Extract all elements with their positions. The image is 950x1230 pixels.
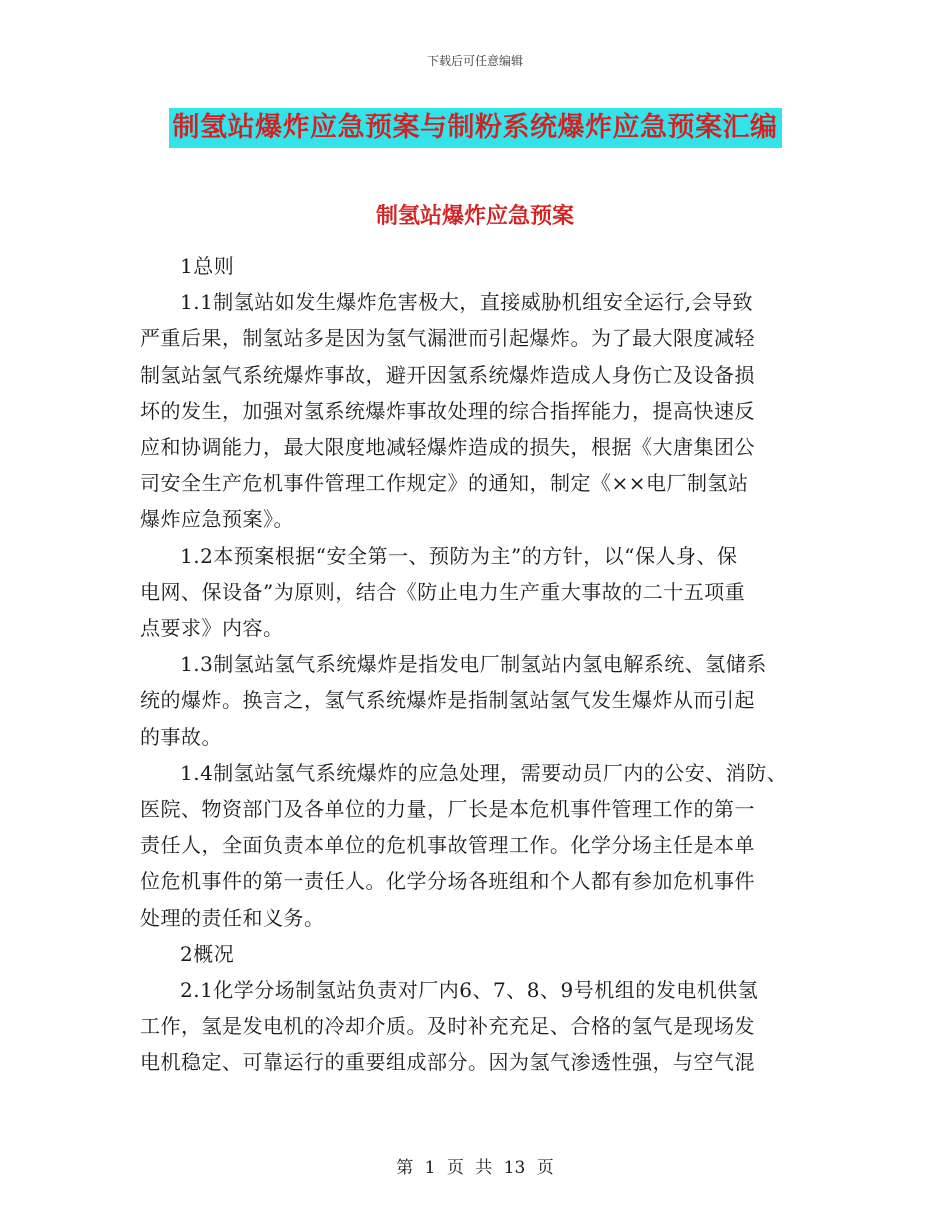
text-line: 点要求》内容。 [140, 616, 284, 641]
text-line: 严重后果，制氢站多是因为氢气漏泄而引起爆炸。为了最大限度减轻 [140, 326, 755, 351]
document-title: 制氢站爆炸应急预案与制粉系统爆炸应急预案汇编 [169, 108, 782, 148]
section-title: 制氢站爆炸应急预案 [375, 204, 574, 229]
text-line: 坏的发生，加强对氢系统爆炸事故处理的综合指挥能力，提高快速反 [140, 398, 755, 423]
page-header: 下载后可任意编辑 [426, 54, 523, 68]
text-line: 1.3制氢站氢气系统爆炸是指发电厂制氢站内氢电解系统、氢储系 [180, 652, 767, 677]
text-line: 1.4制氢站氢气系统爆炸的应急处理，需要动员厂内的公安、消防、 [180, 760, 788, 785]
text-line: 责任人，全面负责本单位的危机事故管理工作。化学分场主任是本单 [140, 833, 755, 858]
text-line: 电机稳定、可靠运行的重要组成部分。因为氢气渗透性强，与空气混 [140, 1050, 755, 1075]
page-footer: 第 1 页 共 13 页 [396, 1158, 554, 1178]
text-line: 应和协调能力，最大限度地减轻爆炸造成的损失，根据《大唐集团公 [140, 435, 755, 460]
text-line: 制氢站氢气系统爆炸事故，避开因氢系统爆炸造成人身伤亡及设备损 [140, 362, 755, 387]
text-line: 的事故。 [140, 724, 222, 749]
text-line: 2.1化学分场制氢站负责对厂内6、7、8、9号机组的发电机供氢 [180, 978, 759, 1003]
text-line: 电网、保设备”为原则，结合《防止电力生产重大事故的二十五项重 [140, 579, 746, 604]
text-line: 处理的责任和义务。 [140, 905, 325, 930]
document-title-wrapper [0, 108, 950, 148]
text-line: 1.1制氢站如发生爆炸危害极大，直接威胁机组安全运行,会导致 [180, 290, 754, 315]
text-line: 爆炸应急预案》。 [140, 507, 294, 532]
text-line: 1.2本预案根据“安全第一、预防为主”的方针，以“保人身、保 [180, 543, 738, 568]
text-line: 工作，氢是发电机的冷却介质。及时补充充足、合格的氢气是现场发 [140, 1014, 755, 1039]
text-line: 1总则 [180, 254, 235, 278]
text-line: 医院、物资部门及各单位的力量，厂长是本危机事件管理工作的第一 [140, 797, 755, 822]
body-text [140, 248, 830, 1081]
text-line: 位危机事件的第一责任人。化学分场各班组和个人都有参加危机事件 [140, 869, 755, 894]
text-line: 司安全生产危机事件管理工作规定》的通知，制定《××电厂制氢站 [140, 471, 749, 496]
text-line: 2概况 [180, 941, 235, 966]
text-line: 统的爆炸。换言之，氢气系统爆炸是指制氢站氢气发生爆炸从而引起 [140, 688, 755, 713]
